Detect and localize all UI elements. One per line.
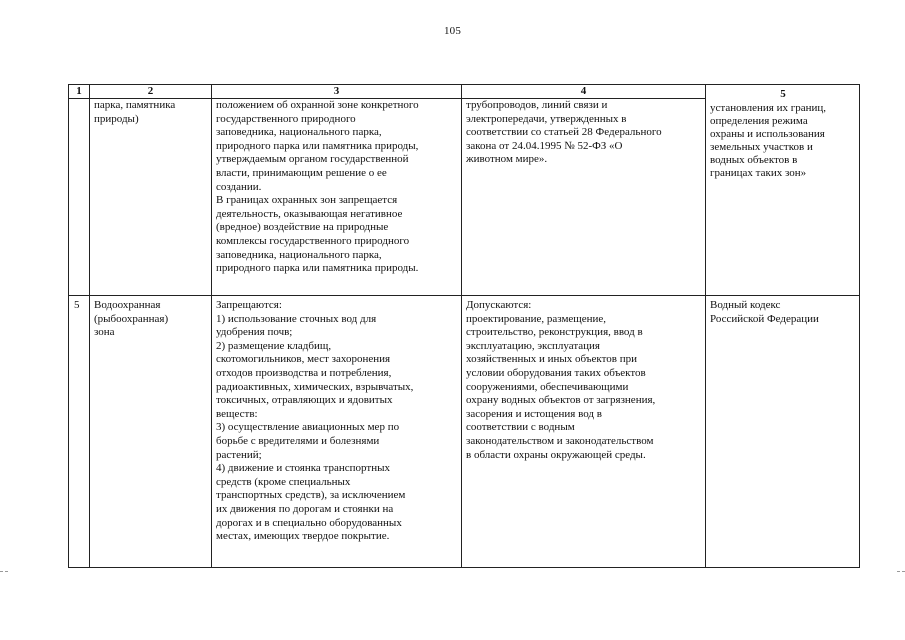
table-header-row [69, 85, 860, 99]
header-col-3: 3 [212, 85, 462, 99]
row2-col3: Запрещаются: 1) использование сточных вод для удобрения почв; 2) размещение кладбищ, скотомогильников, мест захоронения отходов производства и потребления, радиоактивных, химических, взрывчатых, токсичных, отравляющих и ядовитых веществ: 3) осуществление авиационных мер по борьбе с вредителями и болезнями растений; 4) движение и стоянка транспортных средств (кроме специальных транспортных средств), за исключением их движения по дорогам и стоянки на дорогах и в специально оборудованных местах, имеющих твердое покрытие. [212, 296, 462, 568]
row1-col3: положением об охранной зоне конкретного государственного природного заповедника, национального парка, природного парка или памятника природы, утверждаемым органом государственной власти, принимающим решение о ее создании. В границах охранных зон запрещается деятельность, оказывающая негативное (вредное) воздействие на природные комплексы государственного природного заповедника, национального парка, природного парка или памятника природы. [212, 99, 462, 296]
table-row [69, 296, 860, 568]
row2-col5: Водный кодекс Российской Федерации [706, 296, 860, 568]
header-col-2: 2 [90, 85, 212, 99]
row1-col5: установления их границ, определения режима охраны и использования земельных участков и водных объектов в границах таких зон» [710, 102, 827, 179]
row2-number: 5 [69, 296, 90, 568]
header-col-5: 5 [780, 88, 786, 100]
regulation-table [68, 84, 860, 568]
header-col-4: 4 [462, 85, 706, 99]
row1-col4: трубопроводов, линий связи и электропередачи, утвержденных в соответствии со статьей 28 Федерального закона от 24.04.1995 № 52-ФЗ «О животном мире». [462, 99, 706, 296]
left-edge-mark [0, 571, 8, 572]
header-col-1: 1 [69, 85, 90, 99]
col5-first-cell [706, 85, 860, 296]
right-edge-mark [897, 571, 905, 572]
row1-col2: парка, памятника природы) [90, 99, 212, 296]
row2-col2: Водоохранная (рыбоохранная) зона [90, 296, 212, 568]
row2-col4: Допускаются: проектирование, размещение, строительство, реконструкция, ввод в эксплуатацию, эксплуатация хозяйственных и иных объектов при условии оборудования таких объектов сооружениями, обеспечивающими охрану водных объектов от загрязнения, засорения и истощения вод в соответствии с водным законодательством и законодательством в области охраны окружающей среды. [462, 296, 706, 568]
page-number: 105 [443, 25, 462, 37]
row1-number [69, 99, 90, 296]
